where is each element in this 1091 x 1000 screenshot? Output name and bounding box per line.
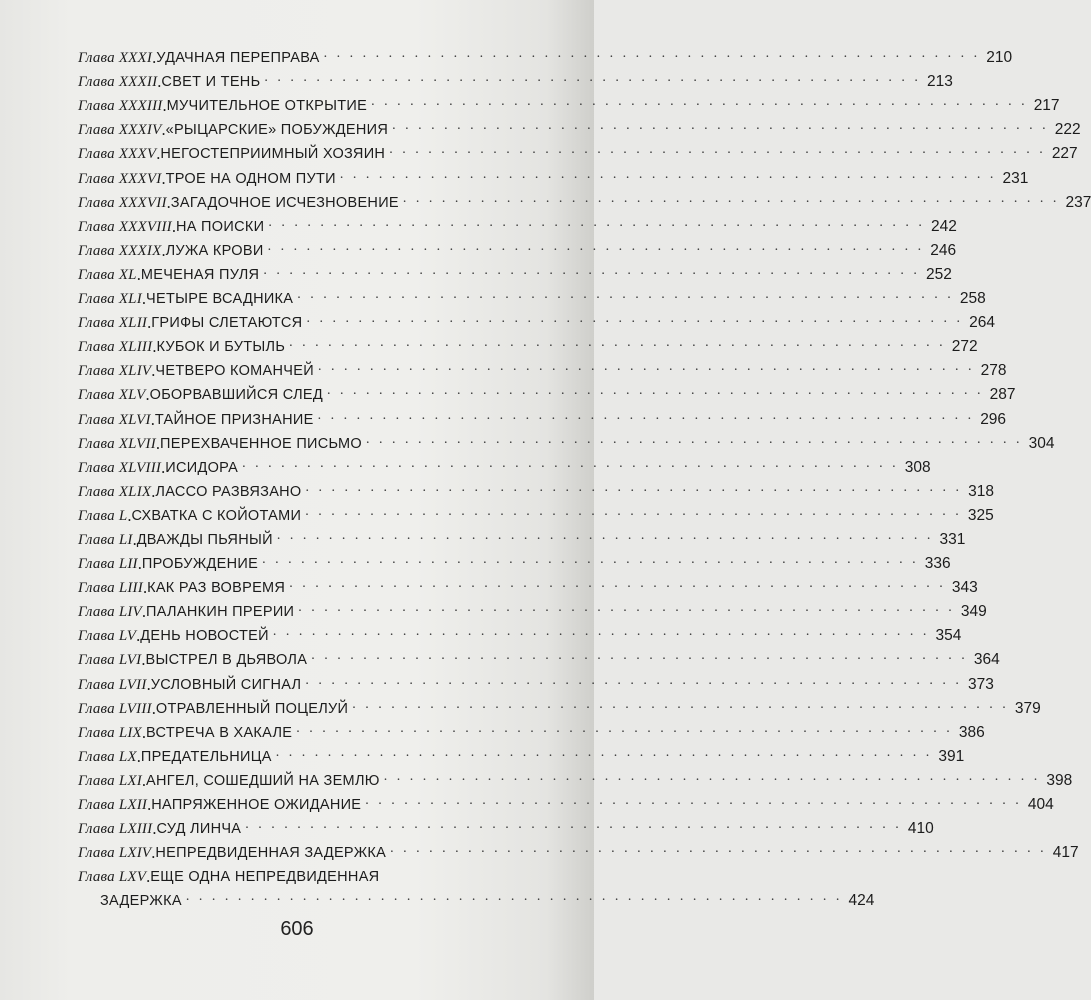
dot-leader: . . . . . . . . . . . . . . . . . . . . . . . . . . . . . . . . . . . . . . . . . . . . . . . . . . . xyxy=(289,576,946,592)
chapter-page: 308 xyxy=(904,458,931,476)
dot-leader: . . . . . . . . . . . . . . . . . . . . . . . . . . . . . . . . . . . . . . . . . . . . . . . . . . . xyxy=(245,817,902,833)
dot-leader: . . . . . . . . . . . . . . . . . . . . . . . . . . . . . . . . . . . . . . . . . . . . . . . . . . . xyxy=(305,503,962,519)
toc-entry: Глава XXXIII . МУЧИТЕЛЬНОЕ ОТКРЫТИЕ . . . . . . . . . . . . . . . . . . . . . . . . . . . . . . . . . . . . . . . . . . . . . . . . . . . 217 xyxy=(78,94,1060,116)
chapter-title: НЕПРЕДВИДЕННАЯ ЗАДЕРЖКА xyxy=(155,845,387,862)
toc-entry: Глава XXXII . СВЕТ И ТЕНЬ . . . . . . . . . . . . . . . . . . . . . . . . . . . . . . . . . . . . . . . . . . . . . . . . . . . 213 xyxy=(78,70,953,92)
table-of-contents xyxy=(78,44,1091,911)
chapter-label: Глава XXXI xyxy=(78,50,153,67)
chapter-label: Глава XXXIV xyxy=(78,122,162,139)
chapter-title: НАПРЯЖЕННОЕ ОЖИДАНИЕ xyxy=(151,797,362,813)
chapter-title: МЕЧЕНАЯ ПУЛЯ xyxy=(140,266,260,283)
chapter-label: Глава XXXIII xyxy=(78,98,163,115)
chapter-page: 364 xyxy=(973,651,1000,669)
chapter-page: 343 xyxy=(951,579,978,597)
dot-leader: . . . . . . . . . . . . . . . . . . . . . . . . . . . . . . . . . . . . . . . . . . . . . . . . . . . xyxy=(242,455,899,471)
chapter-page: 424 xyxy=(848,892,875,910)
chapter-label: Глава XXXVIII xyxy=(78,218,172,235)
chapter-label: Глава LIV xyxy=(78,604,142,621)
dot-leader: . . . . . . . . . . . . . . . . . . . . . . . . . . . . . . . . . . . . . . . . . . . . . . . . . . . xyxy=(366,431,1023,447)
chapter-title: ДЕНЬ НОВОСТЕЙ xyxy=(140,628,269,645)
dot-leader: . . . . . . . . . . . . . . . . . . . . . . . . . . . . . . . . . . . . . . . . . . . . . . . . . . . xyxy=(306,311,963,327)
toc-entry: Глава LV . ДЕНЬ НОВОСТЕЙ . . . . . . . . . . . . . . . . . . . . . . . . . . . . . . . . . . . . . . . . . . . . . . . . . . . 354 xyxy=(78,624,962,646)
dot-leader: . . . . . . . . . . . . . . . . . . . . . . . . . . . . . . . . . . . . . . . . . . . . . . . . . . . xyxy=(305,479,963,495)
chapter-title-continued: ЗАДЕРЖКА xyxy=(100,893,182,910)
chapter-label: Глава LXV xyxy=(78,869,147,886)
chapter-page: 210 xyxy=(986,49,1013,67)
toc-entry: Глава XLIX . ЛАССО РАЗВЯЗАНО . . . . . . . . . . . . . . . . . . . . . . . . . . . . . . . . . . . . . . . . . . . . . . . . . . . 318 xyxy=(78,479,995,501)
dot-leader: . . . . . . . . . . . . . . . . . . . . . . . . . . . . . . . . . . . . . . . . . . . . . . . . . . . xyxy=(317,407,975,423)
toc-entry: Глава L . СХВАТКА С КОЙОТАМИ . . . . . . . . . . . . . . . . . . . . . . . . . . . . . . . . . . . . . . . . . . . . . . . . . . . 325 xyxy=(78,503,994,525)
dot-leader: . . . . . . . . . . . . . . . . . . . . . . . . . . . . . . . . . . . . . . . . . . . . . . . . . . . xyxy=(389,142,1046,158)
chapter-label: Глава XXXVI xyxy=(78,170,162,187)
chapter-page: 278 xyxy=(980,362,1007,380)
chapter-page: 417 xyxy=(1052,844,1079,862)
dot-leader: . . . . . . . . . . . . . . . . . . . . . . . . . . . . . . . . . . . . . . . . . . . . . . . . . . . xyxy=(402,190,1060,206)
toc-entry: Глава LII . ПРОБУЖДЕНИЕ . . . . . . . . . . . . . . . . . . . . . . . . . . . . . . . . . . . . . . . . . . . . . . . . . . . 336 xyxy=(78,552,951,574)
toc-entry: Глава XLI . ЧЕТЫРЕ ВСАДНИКА . . . . . . . . . . . . . . . . . . . . . . . . . . . . . . . . . . . . . . . . . . . . . . . . . . . 258 xyxy=(78,287,986,309)
chapter-title: УДАЧНАЯ ПЕРЕПРАВА xyxy=(156,50,320,67)
toc-entry: Глава XXXVIII . НА ПОИСКИ . . . . . . . . . . . . . . . . . . . . . . . . . . . . . . . . . . . . . . . . . . . . . . . . . . . 242 xyxy=(78,214,957,236)
chapter-label: Глава XLI xyxy=(78,291,142,308)
chapter-page: 373 xyxy=(967,675,994,693)
toc-entry: Глава LIII . КАК РАЗ ВОВРЕМЯ . . . . . . . . . . . . . . . . . . . . . . . . . . . . . . . . . . . . . . . . . . . . . . . . . . . 343 xyxy=(78,576,978,598)
chapter-title: МУЧИТЕЛЬНОЕ ОТКРЫТИЕ xyxy=(166,98,368,115)
chapter-page: 222 xyxy=(1054,121,1081,139)
chapter-title: «РЫЦАРСКИЕ» ПОБУЖДЕНИЯ xyxy=(165,122,389,139)
chapter-label: Глава XLVIII xyxy=(78,459,162,476)
chapter-label: Глава XXXV xyxy=(78,146,157,163)
chapter-title: КАК РАЗ ВОВРЕМЯ xyxy=(147,580,286,597)
chapter-title: ВСТРЕЧА В ХАКАЛЕ xyxy=(146,724,293,741)
chapter-label: Глава LXI xyxy=(78,772,142,789)
toc-entry xyxy=(78,863,875,911)
chapter-page: 386 xyxy=(958,723,985,741)
chapter-label: Глава LXII xyxy=(78,797,148,813)
chapter-label: Глава XLII xyxy=(78,315,148,332)
chapter-title: ЛАССО РАЗВЯЗАНО xyxy=(155,483,302,500)
toc-entry: Глава LIX . ВСТРЕЧА В ХАКАЛЕ . . . . . . . . . . . . . . . . . . . . . . . . . . . . . . . . . . . . . . . . . . . . . . . . . . . 386 xyxy=(78,720,985,742)
dot-leader: . . . . . . . . . . . . . . . . . . . . . . . . . . . . . . . . . . . . . . . . . . . . . . . . . . . xyxy=(317,359,975,375)
chapter-label: Глава LIX xyxy=(78,724,142,741)
chapter-title: ПЕРЕХВАЧЕННОЕ ПИСЬМО xyxy=(160,435,363,452)
chapter-label: Глава LII xyxy=(78,556,138,573)
toc-entry: Глава LVIII . ОТРАВЛЕННЫЙ ПОЦЕЛУЙ . . . . . . . . . . . . . . . . . . . . . . . . . . . . . . . . . . . . . . . . . . . . . . . . . . . 379 xyxy=(78,696,1041,718)
dot-leader: . . . . . . . . . . . . . . . . . . . . . . . . . . . . . . . . . . . . . . . . . . . . . . . . . . . xyxy=(297,287,954,303)
chapter-label: Глава LI xyxy=(78,531,133,548)
chapter-title: ПРЕДАТЕЛЬНИЦА xyxy=(140,748,272,765)
toc-entry: Глава LVII . УСЛОВНЫЙ СИГНАЛ . . . . . . . . . . . . . . . . . . . . . . . . . . . . . . . . . . . . . . . . . . . . . . . . . . . 373 xyxy=(78,672,994,694)
chapter-page: 242 xyxy=(930,217,957,235)
dot-leader: . . . . . . . . . . . . . . . . . . . . . . . . . . . . . . . . . . . . . . . . . . . . . . . . . . . xyxy=(289,335,946,351)
toc-entry: Глава XLIII . КУБОК И БУТЫЛЬ . . . . . . . . . . . . . . . . . . . . . . . . . . . . . . . . . . . . . . . . . . . . . . . . . . . 272 xyxy=(78,335,978,357)
chapter-title: КУБОК И БУТЫЛЬ xyxy=(156,339,286,356)
chapter-title: ПАЛАНКИН ПРЕРИИ xyxy=(146,604,295,621)
chapter-label: Глава LX xyxy=(78,748,137,765)
toc-entry: Глава XLVII . ПЕРЕХВАЧЕННОЕ ПИСЬМО . . . . . . . . . . . . . . . . . . . . . . . . . . . . . . . . . . . . . . . . . . . . . . . . . . . 304 xyxy=(78,431,1055,453)
chapter-label: Глава LIII xyxy=(78,580,143,597)
chapter-page: 349 xyxy=(960,603,987,621)
chapter-title: НА ПОИСКИ xyxy=(175,218,265,235)
dot-leader: . . . . . . . . . . . . . . . . . . . . . . . . . . . . . . . . . . . . . . . . . . . . . . . . . . . xyxy=(383,768,1041,784)
page-number: 606 xyxy=(280,918,314,940)
chapter-title: ВЫСТРЕЛ В ДЬЯВОЛА xyxy=(145,652,308,669)
chapter-label: Глава XXXIX xyxy=(78,242,162,259)
toc-entry: Глава XLVI . ТАЙНОЕ ПРИЗНАНИЕ . . . . . . . . . . . . . . . . . . . . . . . . . . . . . . . . . . . . . . . . . . . . . . . . . . . 296 xyxy=(78,407,1007,429)
chapter-label: Глава XXXVII xyxy=(78,194,167,211)
dot-leader: . . . . . . . . . . . . . . . . . . . . . . . . . . . . . . . . . . . . . . . . . . . . . . . . . . . xyxy=(326,383,984,399)
entry-line xyxy=(78,887,875,911)
chapter-page: 354 xyxy=(935,627,962,645)
chapter-page: 331 xyxy=(939,530,966,548)
chapter-page: 237 xyxy=(1065,193,1091,211)
dot-leader: . . . . . . . . . . . . . . . . . . . . . . . . . . . . . . . . . . . . . . . . . . . . . . . . . . . xyxy=(262,552,919,568)
toc-entry: Глава XXXVI . ТРОЕ НА ОДНОМ ПУТИ . . . . . . . . . . . . . . . . . . . . . . . . . . . . . . . . . . . . . . . . . . . . . . . . . . . 231 xyxy=(78,166,1029,188)
toc-entry: Глава XXXI . УДАЧНАЯ ПЕРЕПРАВА . . . . . . . . . . . . . . . . . . . . . . . . . . . . . . . . . . . . . . . . . . . . . . . . . . . 210 xyxy=(78,46,1013,68)
toc-entry: Глава LX . ПРЕДАТЕЛЬНИЦА . . . . . . . . . . . . . . . . . . . . . . . . . . . . . . . . . . . . . . . . . . . . . . . . . . . 391 xyxy=(78,744,965,766)
chapter-title: СУД ЛИНЧА xyxy=(156,821,242,838)
chapter-page: 213 xyxy=(927,73,953,91)
chapter-page: 318 xyxy=(968,482,995,500)
chapter-title: НЕГОСТЕПРИИМНЫЙ ХОЗЯИН xyxy=(160,146,386,163)
chapter-title: ОБОРВАВШИЙСЯ СЛЕД xyxy=(149,387,323,404)
chapter-title: ПРОБУЖДЕНИЕ xyxy=(141,556,259,573)
toc-entry: Глава XLIV . ЧЕТВЕРО КОМАНЧЕЙ . . . . . . . . . . . . . . . . . . . . . . . . . . . . . . . . . . . . . . . . . . . . . . . . . . . 278 xyxy=(78,359,1007,381)
dot-leader: . . . . . . . . . . . . . . . . . . . . . . . . . . . . . . . . . . . . . . . . . . . . . . . . . . . xyxy=(268,214,925,230)
chapter-title: ТАЙНОЕ ПРИЗНАНИЕ xyxy=(154,411,314,428)
chapter-label: Глава XL xyxy=(78,266,137,283)
dot-leader: . . . . . . . . . . . . . . . . . . . . . . . . . . . . . . . . . . . . . . . . . . . . . . . . . . . xyxy=(339,166,997,182)
chapter-label: Глава XLVII xyxy=(78,435,156,452)
chapter-page: 325 xyxy=(967,506,994,524)
dot-leader: . . . . . . . . . . . . . . . . . . . . . . . . . . . . . . . . . . . . . . . . . . . . . . . . . . . xyxy=(185,889,843,905)
dot-leader: . . . . . . . . . . . . . . . . . . . . . . . . . . . . . . . . . . . . . . . . . . . . . . . . . . . xyxy=(390,841,1047,857)
chapter-label: Глава LXIII xyxy=(78,821,153,838)
toc-entry: Глава XXXV . НЕГОСТЕПРИИМНЫЙ ХОЗЯИН . . . . . . . . . . . . . . . . . . . . . . . . . . . . . . . . . . . . . . . . . . . . . . . . . . . 227 xyxy=(78,142,1078,164)
toc-entry: Глава XL . МЕЧЕНАЯ ПУЛЯ . . . . . . . . . . . . . . . . . . . . . . . . . . . . . . . . . . . . . . . . . . . . . . . . . . . 252 xyxy=(78,262,952,284)
toc-entry: Глава XLV . ОБОРВАВШИЙСЯ СЛЕД . . . . . . . . . . . . . . . . . . . . . . . . . . . . . . . . . . . . . . . . . . . . . . . . . . . 287 xyxy=(78,383,1016,405)
toc-entry: Глава LXIII . СУД ЛИНЧА . . . . . . . . . . . . . . . . . . . . . . . . . . . . . . . . . . . . . . . . . . . . . . . . . . . 410 xyxy=(78,817,934,839)
toc-entry: Глава LIV . ПАЛАНКИН ПРЕРИИ . . . . . . . . . . . . . . . . . . . . . . . . . . . . . . . . . . . . . . . . . . . . . . . . . . . 349 xyxy=(78,600,987,622)
chapter-page: 272 xyxy=(951,338,978,356)
chapter-title: ДВАЖДЫ ПЬЯНЫЙ xyxy=(136,531,273,548)
chapter-label: Глава LV xyxy=(78,628,137,645)
chapter-page: 410 xyxy=(907,820,934,838)
chapter-title: ЧЕТЫРЕ ВСАДНИКА xyxy=(146,291,294,308)
chapter-title: АНГЕЛ, СОШЕДШИЙ НА ЗЕМЛЮ xyxy=(146,772,380,789)
chapter-label: Глава LVI xyxy=(78,652,142,669)
chapter-title: ОТРАВЛЕННЫЙ ПОЦЕЛУЙ xyxy=(155,700,349,717)
chapter-label: Глава LVII xyxy=(78,676,147,693)
chapter-page: 231 xyxy=(1002,169,1029,187)
entry-line: Глава LXV . ЕЩЕ ОДНА НЕПРЕДВИДЕННАЯ xyxy=(78,867,380,887)
chapter-label: Глава XXXII xyxy=(78,74,158,91)
chapter-label: Глава XLV xyxy=(78,387,146,404)
dot-leader: . . . . . . . . . . . . . . . . . . . . . . . . . . . . . . . . . . . . . . . . . . . . . . . . . . . xyxy=(264,70,921,86)
dot-leader: . . . . . . . . . . . . . . . . . . . . . . . . . . . . . . . . . . . . . . . . . . . . . . . . . . . xyxy=(267,238,925,254)
chapter-page: 304 xyxy=(1028,434,1055,452)
chapter-title: ЧЕТВЕРО КОМАНЧЕЙ xyxy=(155,363,314,380)
chapter-label: Глава XLIII xyxy=(78,339,153,356)
dot-leader: . . . . . . . . . . . . . . . . . . . . . . . . . . . . . . . . . . . . . . . . . . . . . . . . . . . xyxy=(311,648,968,664)
dot-leader: . . . . . . . . . . . . . . . . . . . . . . . . . . . . . . . . . . . . . . . . . . . . . . . . . . . xyxy=(298,600,955,616)
toc-entry: Глава LI . ДВАЖДЫ ПЬЯНЫЙ . . . . . . . . . . . . . . . . . . . . . . . . . . . . . . . . . . . . . . . . . . . . . . . . . . . 331 xyxy=(78,527,966,549)
toc-entry: Глава XXXIV . «РЫЦАРСКИЕ» ПОБУЖДЕНИЯ . . . . . . . . . . . . . . . . . . . . . . . . . . . . . . . . . . . . . . . . . . . . . . . . . . . 222 xyxy=(78,118,1081,140)
dot-leader: . . . . . . . . . . . . . . . . . . . . . . . . . . . . . . . . . . . . . . . . . . . . . . . . . . . xyxy=(272,624,930,640)
toc-entry: Глава LXII . НАПРЯЖЕННОЕ ОЖИДАНИЕ . . . . . . . . . . . . . . . . . . . . . . . . . . . . . . . . . . . . . . . . . . . . . . . . . . . 404 xyxy=(78,793,1054,814)
toc-entry: Глава XXXIX . ЛУЖА КРОВИ . . . . . . . . . . . . . . . . . . . . . . . . . . . . . . . . . . . . . . . . . . . . . . . . . . . 246 xyxy=(78,238,957,260)
toc-entry: Глава LXIV . НЕПРЕДВИДЕННАЯ ЗАДЕРЖКА . . . . . . . . . . . . . . . . . . . . . . . . . . . . . . . . . . . . . . . . . . . . . . . . . . . 417 xyxy=(78,841,1079,863)
chapter-page: 379 xyxy=(1014,699,1041,717)
chapter-title: ГРИФЫ СЛЕТАЮТСЯ xyxy=(151,315,303,332)
dot-leader: . . . . . . . . . . . . . . . . . . . . . . . . . . . . . . . . . . . . . . . . . . . . . . . . . . . xyxy=(275,744,933,760)
chapter-title: ЕЩЕ ОДНА НЕПРЕДВИДЕННАЯ xyxy=(150,869,380,886)
chapter-title: ИСИДОРА xyxy=(165,459,239,476)
chapter-page: 398 xyxy=(1046,771,1073,789)
chapter-page: 336 xyxy=(924,555,951,573)
chapter-page: 252 xyxy=(925,265,952,283)
chapter-label: Глава L xyxy=(78,507,128,524)
chapter-title: СВЕТ И ТЕНЬ xyxy=(161,74,261,91)
dot-leader: . . . . . . . . . . . . . . . . . . . . . . . . . . . . . . . . . . . . . . . . . . . . . . . . . . . xyxy=(392,118,1049,134)
chapter-title: СХВАТКА С КОЙОТАМИ xyxy=(131,507,302,524)
chapter-page: 296 xyxy=(980,410,1007,428)
toc-entry: Глава XLII . ГРИФЫ СЛЕТАЮТСЯ . . . . . . . . . . . . . . . . . . . . . . . . . . . . . . . . . . . . . . . . . . . . . . . . . . . 264 xyxy=(78,311,995,333)
chapter-page: 391 xyxy=(938,747,965,765)
chapter-title: ЛУЖА КРОВИ xyxy=(165,242,264,259)
dot-leader: . . . . . . . . . . . . . . . . . . . . . . . . . . . . . . . . . . . . . . . . . . . . . . . . . . . xyxy=(352,696,1009,712)
dot-leader: . . . . . . . . . . . . . . . . . . . . . . . . . . . . . . . . . . . . . . . . . . . . . . . . . . . xyxy=(323,46,981,62)
chapter-page: 246 xyxy=(930,241,957,259)
toc-entry: Глава XXXVII . ЗАГАДОЧНОЕ ИСЧЕЗНОВЕНИЕ . . . . . . . . . . . . . . . . . . . . . . . . . . . . . . . . . . . . . . . . . . . . . . . . . . . 237 xyxy=(78,190,1091,212)
dot-leader: . . . . . . . . . . . . . . . . . . . . . . . . . . . . . . . . . . . . . . . . . . . . . . . . . . . xyxy=(296,720,953,736)
chapter-page: 287 xyxy=(989,386,1016,404)
chapter-label: Глава XLIV xyxy=(78,363,152,380)
chapter-page: 404 xyxy=(1027,796,1054,813)
chapter-page: 227 xyxy=(1051,145,1078,163)
chapter-title: ТРОЕ НА ОДНОМ ПУТИ xyxy=(165,170,336,187)
dot-leader: . . . . . . . . . . . . . . . . . . . . . . . . . . . . . . . . . . . . . . . . . . . . . . . . . . . xyxy=(365,793,1022,808)
chapter-title: ЗАГАДОЧНОЕ ИСЧЕЗНОВЕНИЕ xyxy=(170,194,399,211)
chapter-page: 258 xyxy=(959,290,986,308)
dot-leader: . . . . . . . . . . . . . . . . . . . . . . . . . . . . . . . . . . . . . . . . . . . . . . . . . . . xyxy=(263,262,920,278)
chapter-label: Глава LVIII xyxy=(78,700,152,717)
toc-entry: Глава XLVIII . ИСИДОРА . . . . . . . . . . . . . . . . . . . . . . . . . . . . . . . . . . . . . . . . . . . . . . . . . . . 308 xyxy=(78,455,931,477)
chapter-page: 264 xyxy=(969,314,995,332)
dot-leader: . . . . . . . . . . . . . . . . . . . . . . . . . . . . . . . . . . . . . . . . . . . . . . . . . . . xyxy=(371,94,1028,110)
toc-entry: Глава LVI . ВЫСТРЕЛ В ДЬЯВОЛА . . . . . . . . . . . . . . . . . . . . . . . . . . . . . . . . . . . . . . . . . . . . . . . . . . . 364 xyxy=(78,648,1000,670)
chapter-title: УСЛОВНЫЙ СИГНАЛ xyxy=(150,676,302,693)
dot-leader: . . . . . . . . . . . . . . . . . . . . . . . . . . . . . . . . . . . . . . . . . . . . . . . . . . . xyxy=(276,527,934,543)
chapter-label: Глава LXIV xyxy=(78,845,152,862)
chapter-label: Глава XLVI xyxy=(78,411,151,428)
chapter-label: Глава XLIX xyxy=(78,483,152,500)
toc-entry: Глава LXI . АНГЕЛ, СОШЕДШИЙ НА ЗЕМЛЮ . . . . . . . . . . . . . . . . . . . . . . . . . . . . . . . . . . . . . . . . . . . . . . . . . . . 398 xyxy=(78,768,1073,790)
dot-leader: . . . . . . . . . . . . . . . . . . . . . . . . . . . . . . . . . . . . . . . . . . . . . . . . . . . xyxy=(305,672,962,688)
chapter-page: 217 xyxy=(1033,97,1060,115)
